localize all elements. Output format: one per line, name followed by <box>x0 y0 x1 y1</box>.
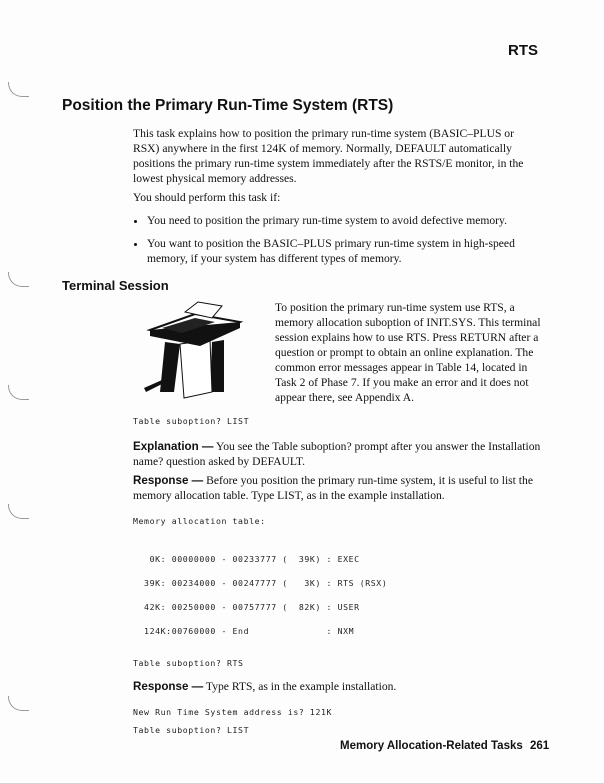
response-text: Before you position the primary run-time system, it is useful to list the memory allocation table. Type LIST, as in the example installation. <box>133 474 533 502</box>
bullet-list <box>133 213 541 266</box>
memory-table <box>133 541 541 649</box>
terminal-intro <box>140 300 543 405</box>
terminal-session-title: Terminal Session <box>62 278 169 293</box>
table-row: 39K: 00234000 - 00247777 ( 3K) : RTS (RSX) <box>133 578 388 588</box>
footer-chapter: Memory Allocation-Related Tasks <box>340 740 523 752</box>
explanation-paragraph <box>133 439 541 469</box>
bullet-item: • You want to position the BASIC–PLUS primary run-time system in high-speed memory, if your system has different types of memory. <box>147 236 541 266</box>
terminal-line: Table suboption? LIST <box>133 725 250 735</box>
bullet-item: • You need to position the primary run-time system to avoid defective memory. <box>147 213 541 228</box>
response-label: Response — <box>133 474 204 487</box>
response-paragraph <box>133 473 541 503</box>
lead-text: You should perform this task if: <box>133 191 281 204</box>
response-paragraph <box>133 679 541 694</box>
terminal-line: Table suboption? RTS <box>133 658 244 668</box>
response-text: Type RTS, as in the example installation. <box>203 680 397 693</box>
binding-mark <box>8 82 29 97</box>
section-title: Position the Primary Run-Time System (RTS) <box>62 97 394 114</box>
explanation-text: You see the Table suboption? prompt after you answer the Installation name? question asked by DEFAULT. <box>133 440 541 468</box>
explanation-label: Explanation — <box>133 440 214 453</box>
page-content <box>0 96 604 736</box>
table-row: 0K: 00000000 - 00233777 ( 39K) : EXEC <box>133 554 360 564</box>
table-title: Memory allocation table: <box>133 516 266 526</box>
terminal-icon <box>140 300 250 400</box>
running-title: RTS <box>508 42 538 59</box>
terminal-description: To position the primary run-time system use RTS, a memory allocation suboption of INIT.SYS. This terminal session explains how to use RTS. Press RETURN after a question or prompt to obtain an online explanation. The common error messages appear in Table 14, located in Task 2 of Phase 7. If you make an error and it does not appear there, see Appendix A. <box>275 301 541 404</box>
response-label: Response — <box>133 680 204 693</box>
terminal-line: New Run Time System address is? 121K <box>133 707 333 717</box>
terminal-line: Table suboption? LIST <box>133 416 250 426</box>
page-number: 261 <box>530 740 550 752</box>
table-row: 42K: 00250000 - 00757777 ( 82K) : USER <box>133 602 360 612</box>
table-row: 124K:00760000 - End : NXM <box>133 626 355 636</box>
intro-paragraph: This task explains how to position the primary run-time system (BASIC–PLUS or RSX) anywhere in the first 124K of memory. Normally, DEFAULT automatically positions the primary run-time system immediately after the RSTS/E monitor, in the lowest physical memory addresses. <box>133 127 524 185</box>
